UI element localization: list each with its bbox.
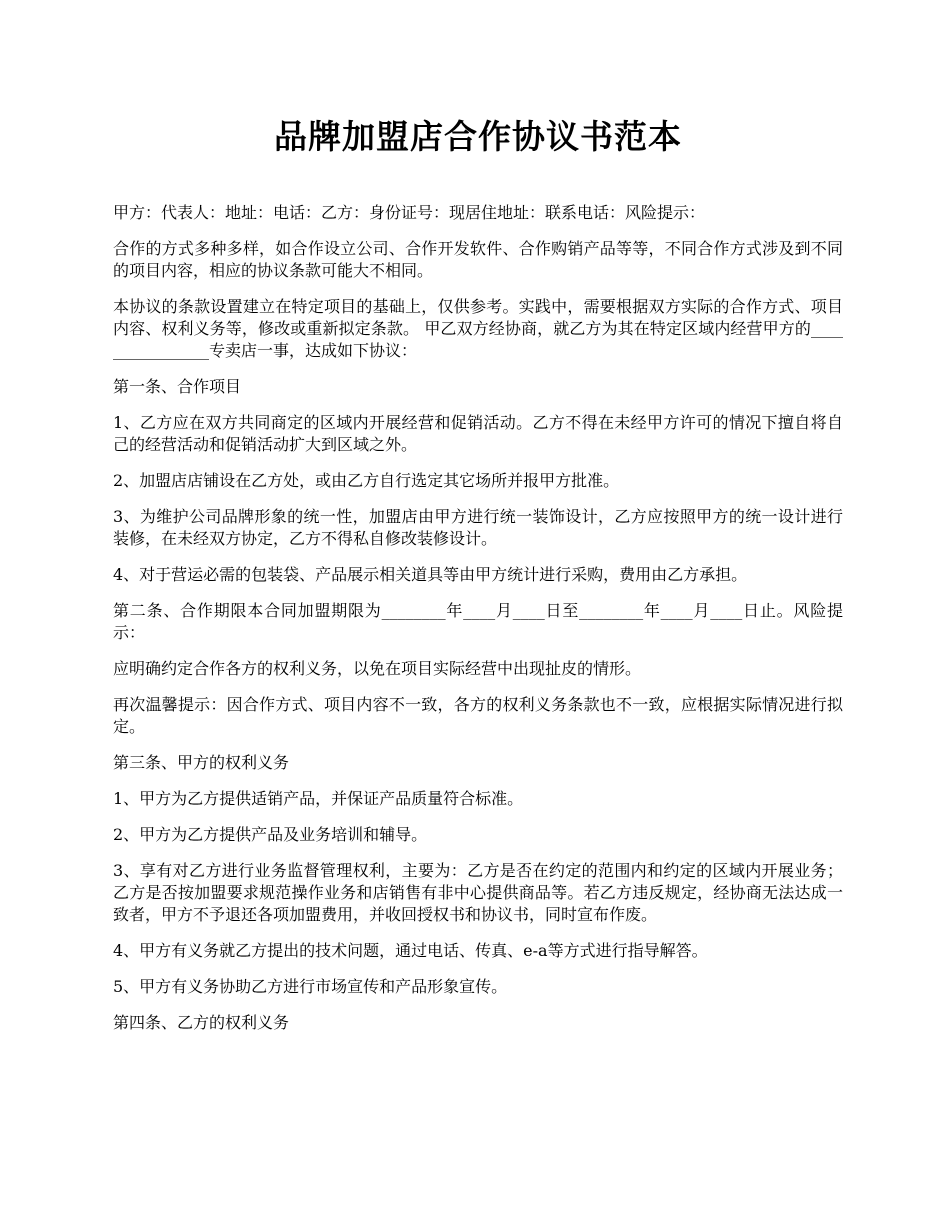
- document-page: [113, 112, 843, 1048]
- article-4-heading: 第四条、乙方的权利义务: [113, 1013, 290, 1032]
- article-1-clause-4: 4、对于营运必需的包装袋、产品展示相关道具等由甲方统计进行采购，费用由乙方承担。: [113, 565, 748, 584]
- risk-note-cooperation-types: 合作的方式多种多样，如合作设立公司、合作开发软件、合作购销产品等等，不同合作方式涉及到不同的项目内容，相应的协议条款可能大不相同。: [113, 239, 843, 280]
- article-1-clause-3: 3、为维护公司品牌形象的统一性，加盟店由甲方进行统一装饰设计，乙方应按照甲方的统一设计进行装修，在未经双方协定，乙方不得私自修改装修设计。: [113, 507, 843, 548]
- article-3-clause-5: 5、甲方有义务协助乙方进行市场宣传和产品形象宣传。: [113, 977, 508, 996]
- reminder-note: 再次温馨提示：因合作方式、项目内容不一致，各方的权利义务条款也不一致，应根据实际情况进行拟定。: [113, 695, 843, 736]
- risk-note-rights: 应明确约定合作各方的权利义务，以免在项目实际经营中出现扯皮的情形。: [113, 659, 642, 678]
- article-3-clause-4: 4、甲方有义务就乙方提出的技术问题，通过电话、传真、e-a等方式进行指导解答。: [113, 941, 708, 960]
- article-3-clause-3: 3、享有对乙方进行业务监督管理权利，主要为：乙方是否在约定的范围内和约定的区域内开展业务；乙方是否按加盟要求规范操作业务和店销售有非中心提供商品等。若乙方违反规定，经协商无法达成一致者，甲方不予退还各项加盟费用，并收回授权书和协议书，同时宣布作废。: [113, 861, 843, 924]
- article-1-clause-2: 2、加盟店店铺设在乙方处，或由乙方自行选定其它场所并报甲方批准。: [113, 471, 620, 490]
- document-title: 品牌加盟店合作协议书范本: [274, 117, 682, 156]
- article-3-heading: 第三条、甲方的权利义务: [113, 753, 290, 772]
- article-3-clause-2: 2、甲方为乙方提供产品及业务培训和辅导。: [113, 825, 428, 844]
- article-1-clause-1: 1、乙方应在双方共同商定的区域内开展经营和促销活动。乙方不得在未经甲方许可的情况下擅自将自己的经营活动和促销活动扩大到区域之外。: [113, 413, 843, 454]
- article-1-heading: 第一条、合作项目: [113, 377, 242, 396]
- article-2-term: 第二条、合作期限本合同加盟期限为________年____月____日至________年____月____日止。风险提示：: [113, 601, 843, 642]
- agreement-preamble: 本协议的条款设置建立在特定项目的基础上，仅供参考。实践中，需要根据双方实际的合作方式、项目内容、权利义务等，修改或重新拟定条款。 甲乙双方经协商，就乙方为其在特定区域内经营甲方的________________专卖店一事，达成如下协议：: [113, 297, 843, 360]
- party-info-line: 甲方：代表人：地址：电话：乙方：身份证号：现居住地址：联系电话：风险提示：: [113, 203, 706, 222]
- article-3-clause-1: 1、甲方为乙方提供适销产品，并保证产品质量符合标准。: [113, 789, 524, 808]
